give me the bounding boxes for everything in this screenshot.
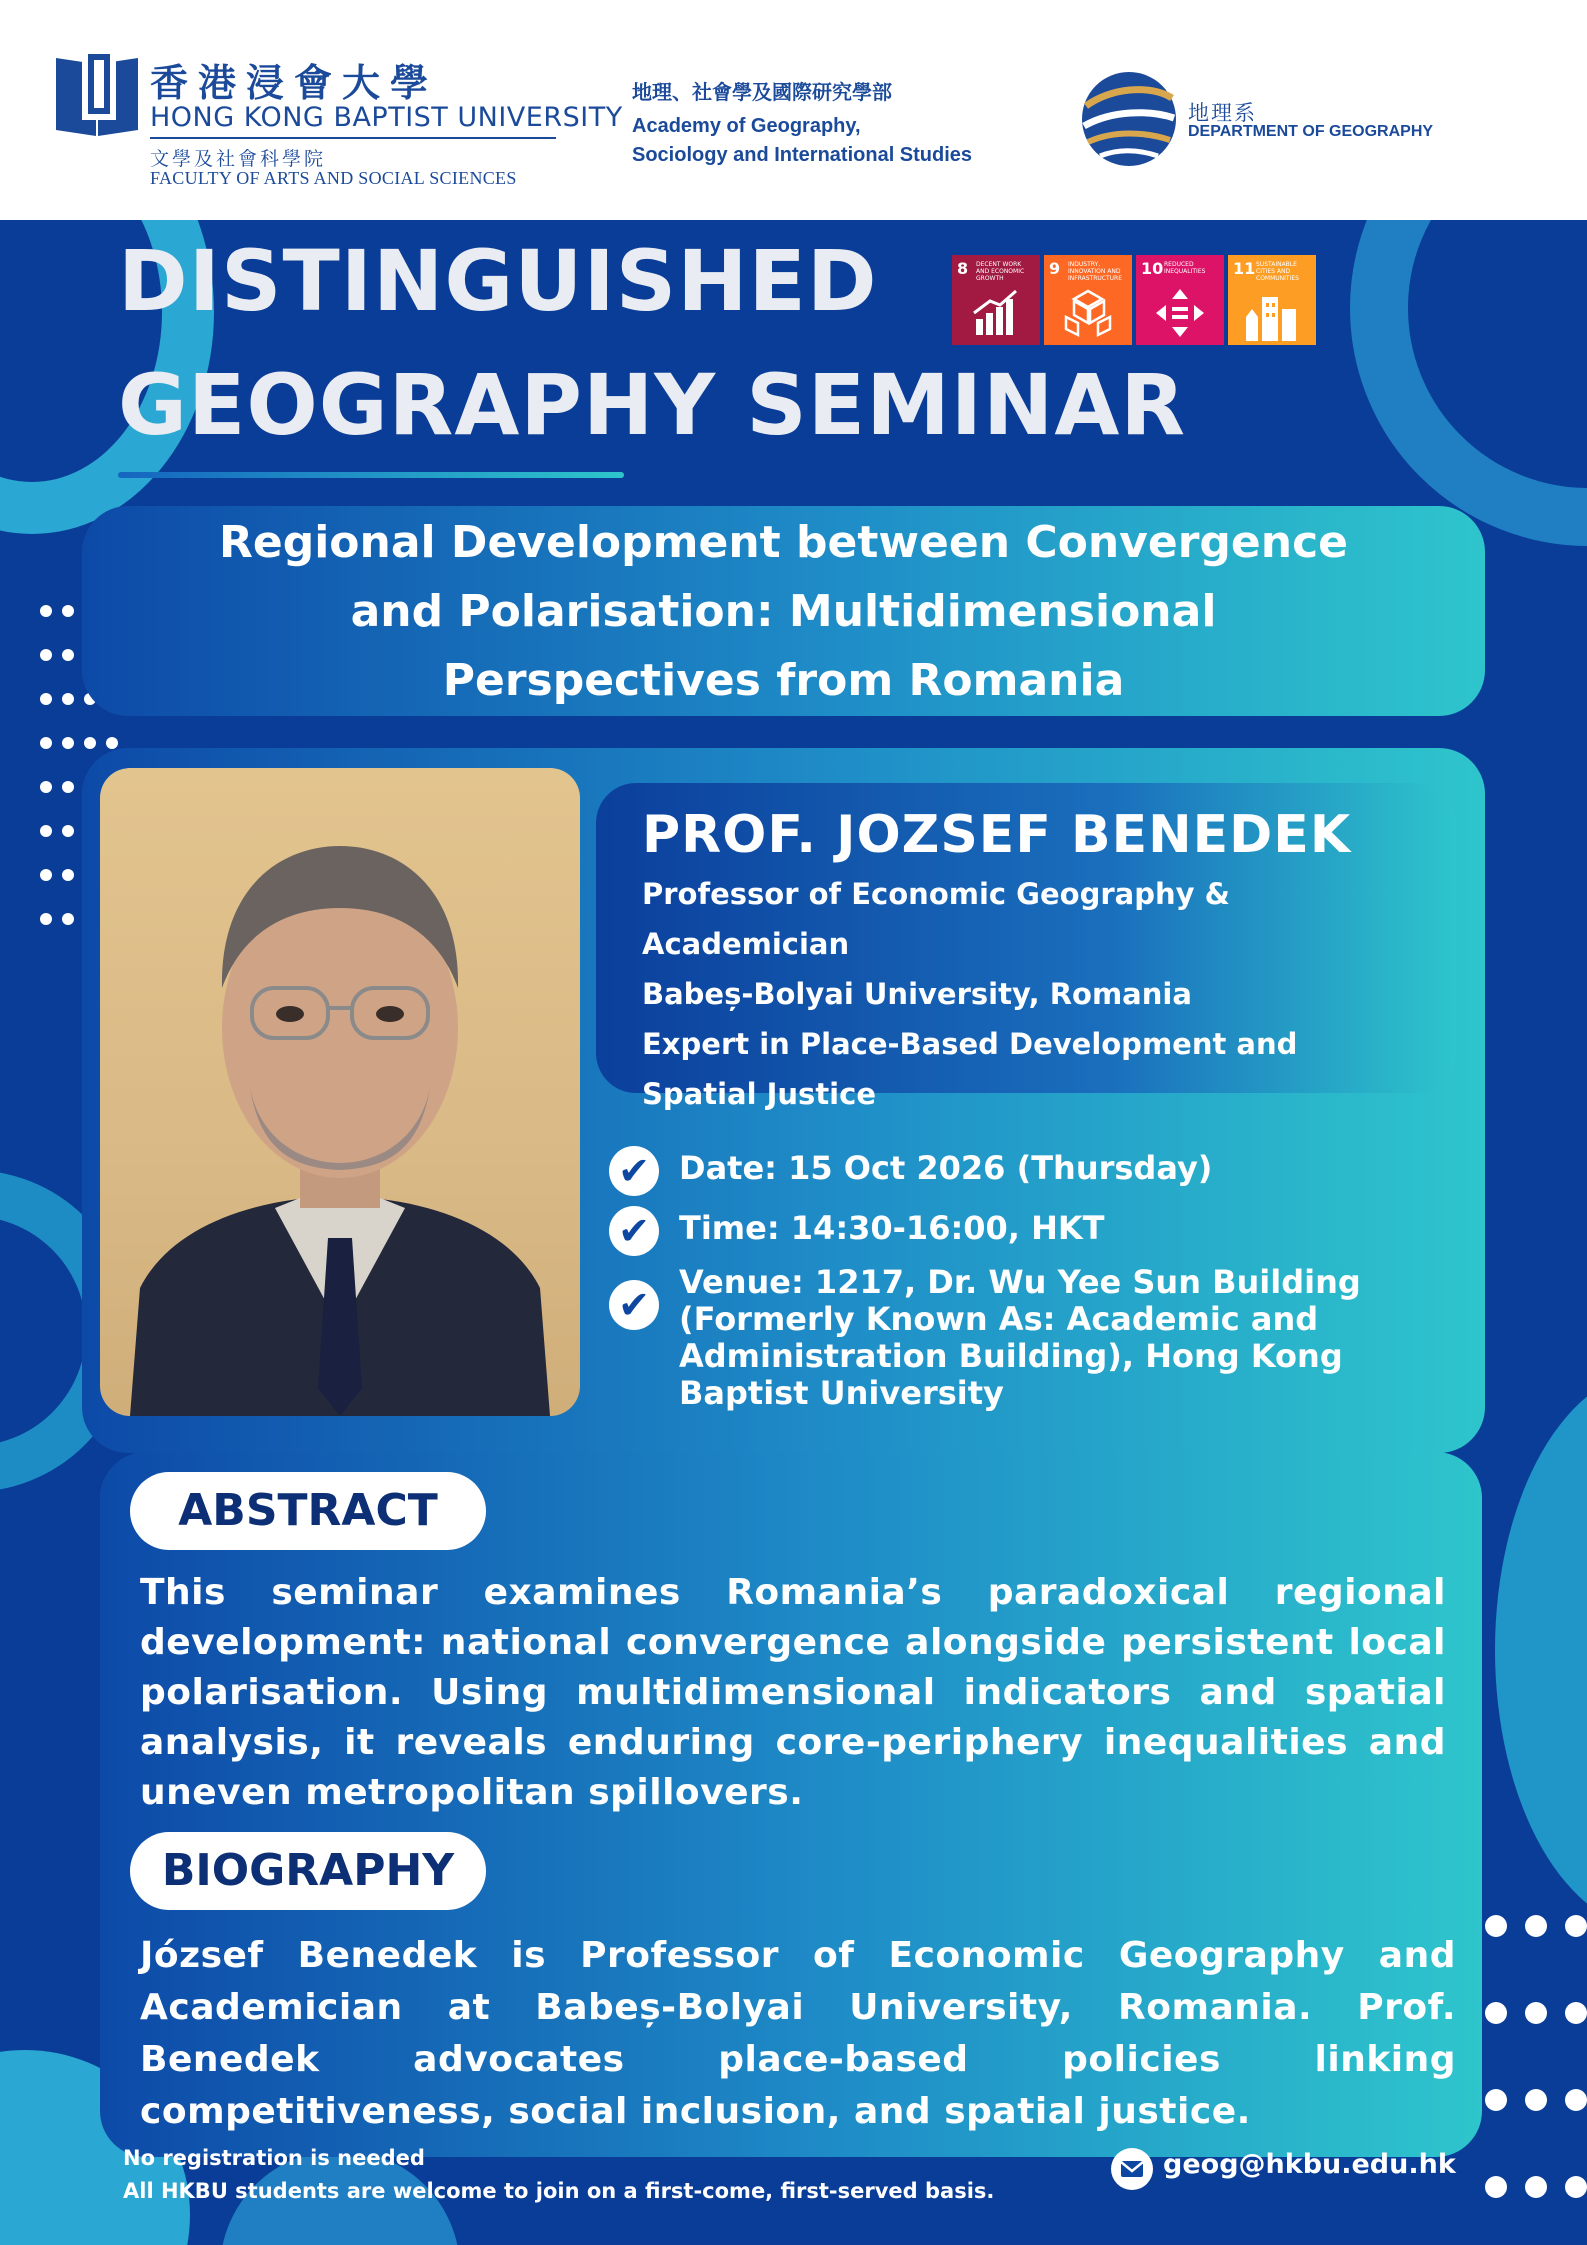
header — [0, 0, 1587, 220]
topic-title-line1: Regional Development between Convergence — [218, 517, 1348, 568]
abstract-heading: ABSTRACT — [130, 1472, 486, 1550]
event-venue-line2: (Formerly Known As: Academic and — [679, 1300, 1319, 1338]
seminar-title-line2: GEOGRAPHY SEMINAR — [118, 356, 1187, 454]
academy-name-english-line2: Sociology and International Studies — [632, 144, 973, 166]
speaker-photo — [100, 768, 580, 1416]
sdg-label: INDUSTRY, INNOVATION AND INFRASTRUCTURE — [1068, 261, 1122, 282]
seminar-poster — [0, 220, 1587, 2245]
event-time: Time: 14:30-16:00, HKT — [679, 1209, 1105, 1247]
speaker-info-card — [596, 783, 1456, 1111]
sdg-number: 9 — [1049, 259, 1061, 278]
sdg-icons — [952, 255, 1318, 345]
abstract-text: This seminar examines Romania’s paradoxical regional development: national convergence alongside persistent local polarisation. Using multidimensional indicators and spatial analysis, it reveals enduring core-periphery inequalities and uneven metropolitan spillovers. — [140, 1572, 1446, 1813]
department-name-english: DEPARTMENT OF GEOGRAPHY — [1188, 123, 1434, 140]
university-name-chinese: 香港浸會大學 — [150, 60, 439, 105]
sdg-number: 10 — [1141, 259, 1164, 278]
abstract-biography-panel — [100, 1452, 1482, 2157]
speaker-name: PROF. JOZSEF BENEDEK — [642, 805, 1352, 865]
university-name-english: HONG KONG BAPTIST UNIVERSITY — [150, 102, 623, 133]
event-date: Date: 15 Oct 2026 (Thursday) — [679, 1149, 1213, 1187]
email-icon — [1111, 2148, 1153, 2190]
department-name-chinese: 地理系 — [1188, 101, 1257, 125]
academy-name-chinese: 地理、社會學及國際研究學部 — [632, 82, 892, 104]
sdg-11-icon — [1228, 255, 1316, 345]
speaker-title-line1: Professor of Economic Geography & — [642, 877, 1230, 911]
topic-panel — [82, 506, 1485, 716]
sdg-8-icon — [952, 255, 1040, 345]
speaker-title-line2: Academician — [642, 927, 850, 961]
speaker-panel — [82, 748, 1485, 1453]
faculty-name-chinese: 文學及社會科學院 — [150, 148, 327, 170]
event-venue-line4: Baptist University — [679, 1374, 1004, 1412]
sdg-label: DECENT WORK AND ECONOMIC GROWTH — [976, 261, 1025, 282]
topic-title-line3: Perspectives from Romania — [442, 655, 1125, 706]
event-venue-line1: Venue: 1217, Dr. Wu Yee Sun Building — [679, 1263, 1361, 1301]
check-icon: ✔ — [609, 1280, 659, 1330]
sdg-label: REDUCED INEQUALITIES — [1164, 261, 1206, 275]
geography-globe-logo — [1080, 70, 1178, 168]
header-divider — [150, 137, 556, 139]
title-underline — [118, 472, 624, 478]
contact-email[interactable]: geog@hkbu.edu.hk — [1163, 2149, 1456, 2180]
sdg-number: 8 — [957, 259, 969, 278]
sdg-label: SUSTAINABLE CITIES AND COMMUNITIES — [1256, 261, 1299, 282]
faculty-name-english: FACULTY OF ARTS AND SOCIAL SCIENCES — [150, 168, 517, 188]
event-venue-line3: Administration Building), Hong Kong — [679, 1337, 1343, 1375]
dot-grid-right — [1485, 1915, 1587, 2165]
decorative-arc-top-right — [1350, 220, 1587, 546]
seminar-title-line1: DISTINGUISHED — [118, 232, 878, 330]
check-icon: ✔ — [609, 1206, 659, 1256]
registration-note: No registration is needed — [123, 2146, 425, 2170]
hkbu-logo — [52, 44, 142, 140]
decorative-circle-right — [1495, 1370, 1587, 1930]
check-icon: ✔ — [609, 1146, 659, 1196]
sdg-10-icon — [1136, 255, 1224, 345]
speaker-affiliation: Babeș-Bolyai University, Romania — [642, 977, 1192, 1011]
biography-heading: BIOGRAPHY — [130, 1832, 486, 1910]
biography-text: József Benedek is Professor of Economic Geography and Academician at Babeș-Bolyai University, Romania. Prof. Benedek advocates place-based policies linking competitiveness, social inclusion, and spatial justice. — [140, 1935, 1456, 2132]
topic-title-line2: and Polarisation: Multidimensional — [350, 586, 1217, 637]
sdg-number: 11 — [1233, 259, 1256, 278]
attendance-note: All HKBU students are welcome to join on a first-come, first-served basis. — [123, 2179, 995, 2203]
speaker-expertise-line2: Spatial Justice — [642, 1077, 876, 1111]
academy-name-english-line1: Academy of Geography, — [632, 115, 861, 137]
sdg-9-icon — [1044, 255, 1132, 345]
speaker-expertise-line1: Expert in Place-Based Development and — [642, 1027, 1298, 1061]
